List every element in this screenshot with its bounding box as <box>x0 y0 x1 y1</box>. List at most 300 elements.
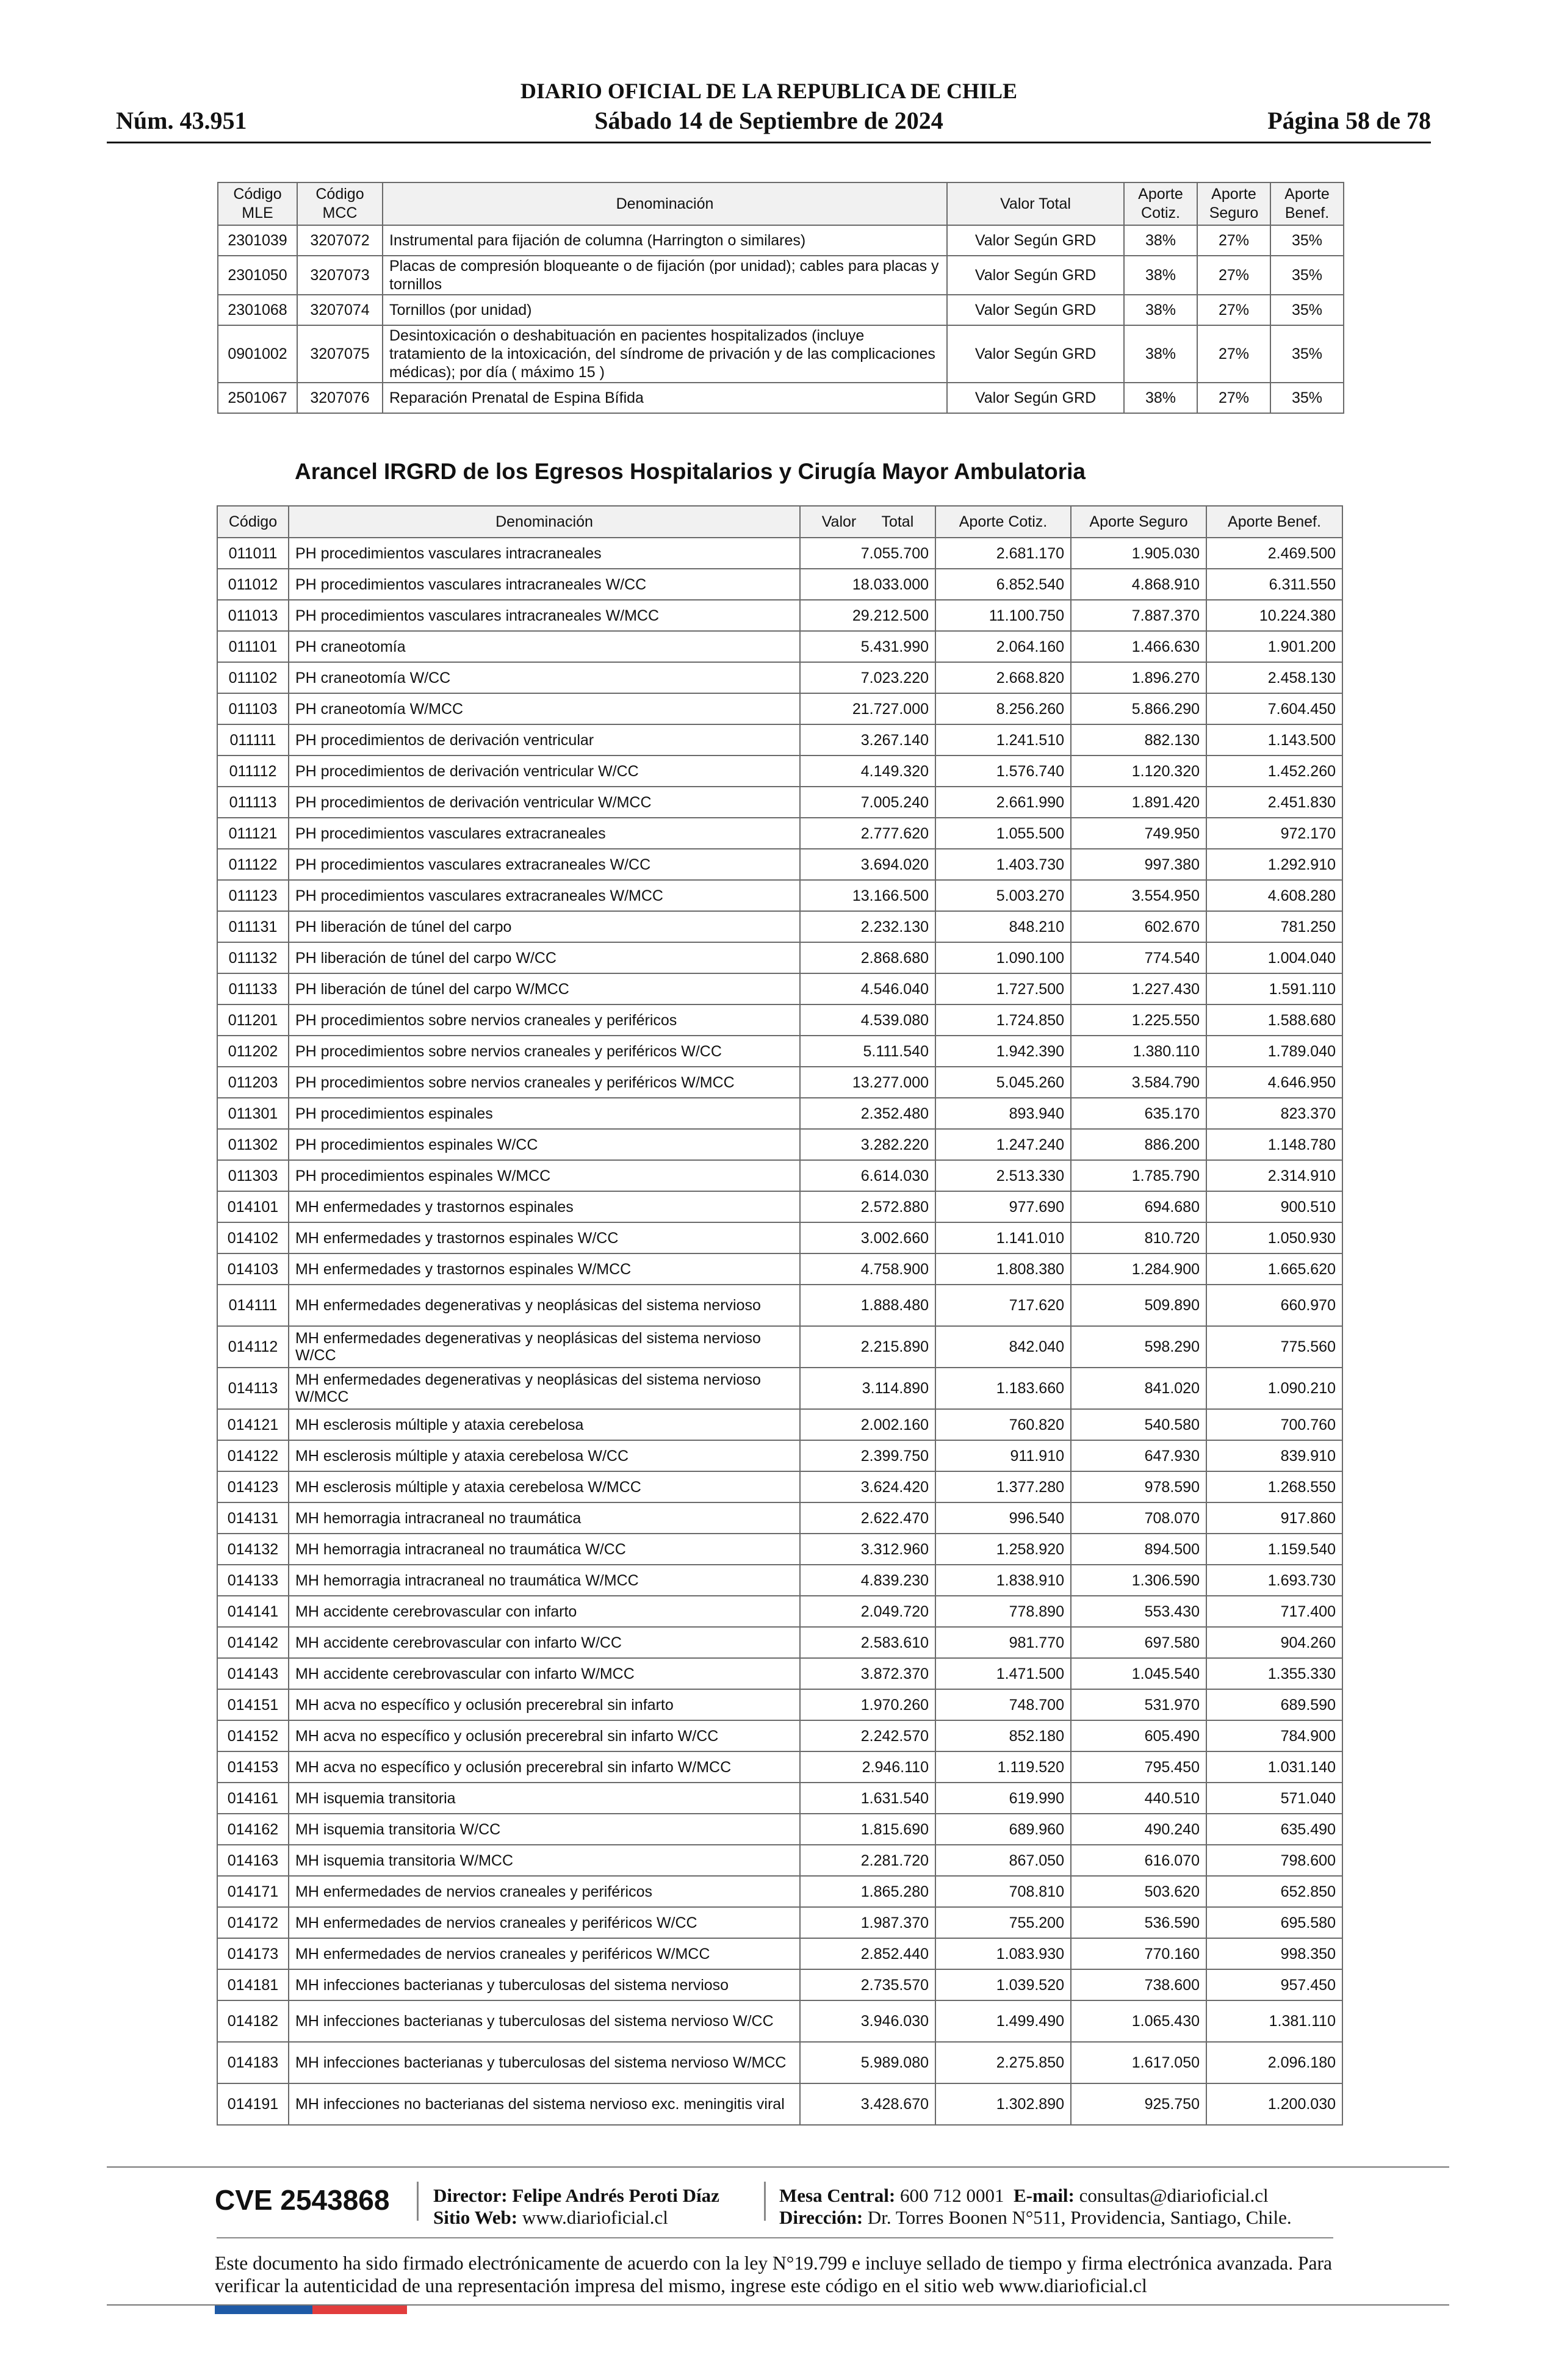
cell-aporte-benef: 35% <box>1270 325 1344 383</box>
cell-aporte-seguro: 1.891.420 <box>1071 787 1206 818</box>
cell-denominacion: Tornillos (por unidad) <box>383 295 947 325</box>
cell-codigo: 014172 <box>217 1907 289 1938</box>
cell-aporte-benef: 798.600 <box>1206 1845 1342 1876</box>
table-row <box>217 1534 1342 1565</box>
table-row <box>218 295 1344 325</box>
table-row <box>217 1938 1342 1969</box>
cell-aporte-cotiz: 1.119.520 <box>935 1751 1071 1783</box>
cell-aporte-seguro: 1.896.270 <box>1071 662 1206 693</box>
cell-denominacion: MH isquemia transitoria W/CC <box>289 1814 800 1845</box>
cell-aporte-cotiz: 1.403.730 <box>935 849 1071 880</box>
email-link[interactable]: consultas@diarioficial.cl <box>1079 2185 1269 2206</box>
cell-aporte-cotiz: 1.055.500 <box>935 818 1071 849</box>
cell-codigo: 011012 <box>217 569 289 600</box>
cell-codigo: 014111 <box>217 1285 289 1326</box>
cell-codigo: 014173 <box>217 1938 289 1969</box>
cell-denominacion: MH enfermedades degenerativas y neoplásicas del sistema nervioso <box>289 1285 800 1326</box>
cell-aporte-benef: 35% <box>1270 383 1344 413</box>
cell-aporte-benef: 1.200.030 <box>1206 2083 1342 2125</box>
cell-aporte-seguro: 531.970 <box>1071 1689 1206 1720</box>
cell-aporte-benef: 1.004.040 <box>1206 942 1342 973</box>
cell-codigo: 011302 <box>217 1129 289 1160</box>
cell-aporte-benef: 1.665.620 <box>1206 1253 1342 1285</box>
cell-aporte-benef: 2.096.180 <box>1206 2042 1342 2083</box>
cell-codigo: 014132 <box>217 1534 289 1565</box>
table-row <box>217 973 1342 1004</box>
cell-codigo: 011113 <box>217 787 289 818</box>
newspaper-title: DIARIO OFICIAL DE LA REPUBLICA DE CHILE <box>520 79 1018 103</box>
footer-separator <box>764 2182 766 2221</box>
cell-valor-total: 1.970.260 <box>800 1689 935 1720</box>
cell-codigo: 011013 <box>217 600 289 631</box>
table-row <box>218 225 1344 256</box>
cell-aporte-cotiz: 5.003.270 <box>935 880 1071 911</box>
cell-aporte-seguro: 27% <box>1197 295 1270 325</box>
cell-aporte-seguro: 774.540 <box>1071 942 1206 973</box>
cell-aporte-benef: 839.910 <box>1206 1440 1342 1471</box>
cell-denominacion: MH isquemia transitoria <box>289 1783 800 1814</box>
table-row <box>217 1596 1342 1627</box>
cell-aporte-cotiz: 852.180 <box>935 1720 1071 1751</box>
col-header-denominacion: Denominación <box>289 506 800 538</box>
table-row <box>217 1751 1342 1783</box>
cell-valor-total: 2.868.680 <box>800 942 935 973</box>
cell-aporte-seguro: 978.590 <box>1071 1471 1206 1502</box>
cell-aporte-cotiz: 1.241.510 <box>935 724 1071 755</box>
table-row <box>217 1565 1342 1596</box>
cell-aporte-cotiz: 1.724.850 <box>935 1004 1071 1036</box>
footer-separator <box>417 2182 419 2221</box>
director-label: Director: <box>433 2185 508 2206</box>
cell-valor-total: 4.758.900 <box>800 1253 935 1285</box>
cell-aporte-cotiz: 8.256.260 <box>935 693 1071 724</box>
header-divider <box>107 142 1431 143</box>
cell-codigo-mle: 2301039 <box>218 225 297 256</box>
cve-code: CVE 2543868 <box>215 2184 390 2216</box>
cell-valor-total: 2.572.880 <box>800 1191 935 1222</box>
cell-codigo-mcc: 3207074 <box>297 295 383 325</box>
cell-denominacion: PH procedimientos vasculares intracraneales <box>289 538 800 569</box>
cell-aporte-cotiz: 748.700 <box>935 1689 1071 1720</box>
cell-denominacion: MH hemorragia intracraneal no traumática <box>289 1502 800 1534</box>
cell-aporte-benef: 4.608.280 <box>1206 880 1342 911</box>
cell-aporte-seguro: 5.866.290 <box>1071 693 1206 724</box>
cell-codigo: 014131 <box>217 1502 289 1534</box>
cell-aporte-seguro: 536.590 <box>1071 1907 1206 1938</box>
cell-valor-total: Valor Según GRD <box>947 225 1124 256</box>
issue-number: Núm. 43.951 <box>116 107 247 134</box>
cell-aporte-seguro: 1.785.790 <box>1071 1160 1206 1191</box>
table-row <box>217 1129 1342 1160</box>
cell-aporte-seguro: 635.170 <box>1071 1098 1206 1129</box>
cell-aporte-cotiz: 38% <box>1124 295 1197 325</box>
cell-denominacion: MH hemorragia intracraneal no traumática W/CC <box>289 1534 800 1565</box>
cell-aporte-seguro: 27% <box>1197 325 1270 383</box>
cell-aporte-benef: 717.400 <box>1206 1596 1342 1627</box>
table-header-row <box>217 506 1342 538</box>
cell-aporte-seguro: 749.950 <box>1071 818 1206 849</box>
cell-aporte-cotiz: 1.302.890 <box>935 2083 1071 2125</box>
cell-aporte-cotiz: 848.210 <box>935 911 1071 942</box>
cell-aporte-seguro: 1.617.050 <box>1071 2042 1206 2083</box>
cell-denominacion: PH procedimientos espinales W/MCC <box>289 1160 800 1191</box>
flag-bar-red <box>312 2306 407 2314</box>
table-row <box>217 1098 1342 1129</box>
cell-aporte-benef: 7.604.450 <box>1206 693 1342 724</box>
cell-aporte-benef: 1.090.210 <box>1206 1368 1342 1409</box>
cell-aporte-benef: 1.693.730 <box>1206 1565 1342 1596</box>
cell-denominacion: MH acva no específico y oclusión precerebral sin infarto W/MCC <box>289 1751 800 1783</box>
col-header-aporte-benef: Aporte Benef. <box>1206 506 1342 538</box>
cell-valor-total: 3.428.670 <box>800 2083 935 2125</box>
cell-denominacion: PH procedimientos espinales <box>289 1098 800 1129</box>
cell-aporte-benef: 1.292.910 <box>1206 849 1342 880</box>
cell-aporte-cotiz: 2.064.160 <box>935 631 1071 662</box>
cell-valor-total: 2.215.890 <box>800 1326 935 1368</box>
cell-aporte-cotiz: 38% <box>1124 225 1197 256</box>
cell-aporte-benef: 1.591.110 <box>1206 973 1342 1004</box>
col-header-aporte-cotiz: Aporte Cotiz. <box>1124 182 1197 225</box>
procedures-table <box>217 182 1344 414</box>
cell-valor-total: 1.888.480 <box>800 1285 935 1326</box>
cell-aporte-benef: 784.900 <box>1206 1720 1342 1751</box>
cell-denominacion: PH craneotomía W/MCC <box>289 693 800 724</box>
cell-aporte-seguro: 3.554.950 <box>1071 880 1206 911</box>
cell-denominacion: PH craneotomía <box>289 631 800 662</box>
table-row <box>217 1876 1342 1907</box>
cell-aporte-cotiz: 1.499.490 <box>935 2000 1071 2042</box>
cell-valor-total: 5.989.080 <box>800 2042 935 2083</box>
cell-aporte-benef: 10.224.380 <box>1206 600 1342 631</box>
cell-aporte-cotiz: 977.690 <box>935 1191 1071 1222</box>
cell-denominacion: PH craneotomía W/CC <box>289 662 800 693</box>
cell-valor-total: 2.049.720 <box>800 1596 935 1627</box>
cell-aporte-benef: 2.458.130 <box>1206 662 1342 693</box>
table-row <box>217 1326 1342 1368</box>
cell-aporte-benef: 2.314.910 <box>1206 1160 1342 1191</box>
cell-aporte-seguro: 694.680 <box>1071 1191 1206 1222</box>
col-header-aporte-seguro: Aporte Seguro <box>1197 182 1270 225</box>
email-label: E-mail: <box>1014 2185 1075 2206</box>
cell-codigo: 011303 <box>217 1160 289 1191</box>
cell-aporte-benef: 1.452.260 <box>1206 755 1342 787</box>
cell-denominacion: PH procedimientos espinales W/CC <box>289 1129 800 1160</box>
cell-aporte-seguro: 509.890 <box>1071 1285 1206 1326</box>
cell-valor-total: 2.281.720 <box>800 1845 935 1876</box>
cell-aporte-cotiz: 1.377.280 <box>935 1471 1071 1502</box>
cell-aporte-seguro: 738.600 <box>1071 1969 1206 2000</box>
cell-aporte-benef: 35% <box>1270 225 1344 256</box>
cell-aporte-benef: 900.510 <box>1206 1191 1342 1222</box>
cell-codigo-mle: 2301050 <box>218 256 297 295</box>
cell-valor-total: 2.946.110 <box>800 1751 935 1783</box>
cell-codigo: 014143 <box>217 1658 289 1689</box>
cell-denominacion: MH enfermedades de nervios craneales y periféricos <box>289 1876 800 1907</box>
table-row <box>217 569 1342 600</box>
table-row <box>217 911 1342 942</box>
cell-denominacion: PH procedimientos sobre nervios craneales y periféricos W/MCC <box>289 1067 800 1098</box>
cell-aporte-seguro: 1.045.540 <box>1071 1658 1206 1689</box>
table-row <box>217 1160 1342 1191</box>
cell-aporte-benef: 4.646.950 <box>1206 1067 1342 1098</box>
cell-codigo: 011121 <box>217 818 289 849</box>
cell-aporte-cotiz: 842.040 <box>935 1326 1071 1368</box>
cell-denominacion: MH acva no específico y oclusión precerebral sin infarto W/CC <box>289 1720 800 1751</box>
flag-bar-blue <box>215 2306 312 2314</box>
cell-denominacion: MH enfermedades y trastornos espinales W/MCC <box>289 1253 800 1285</box>
cell-aporte-seguro: 598.290 <box>1071 1326 1206 1368</box>
cell-aporte-benef: 35% <box>1270 256 1344 295</box>
cell-denominacion: PH procedimientos vasculares intracraneales W/MCC <box>289 600 800 631</box>
table-row <box>217 1222 1342 1253</box>
cell-aporte-cotiz: 38% <box>1124 256 1197 295</box>
cell-aporte-seguro: 1.284.900 <box>1071 1253 1206 1285</box>
col-header-valor-total: Valor Total <box>947 182 1124 225</box>
cell-valor-total: Valor Según GRD <box>947 295 1124 325</box>
cell-aporte-seguro: 647.930 <box>1071 1440 1206 1471</box>
cell-codigo: 011112 <box>217 755 289 787</box>
cell-aporte-benef: 775.560 <box>1206 1326 1342 1368</box>
cell-codigo: 011301 <box>217 1098 289 1129</box>
cell-aporte-benef: 2.469.500 <box>1206 538 1342 569</box>
cell-aporte-benef: 904.260 <box>1206 1627 1342 1658</box>
cell-aporte-benef: 917.860 <box>1206 1502 1342 1534</box>
cell-denominacion: Placas de compresión bloqueante o de fijación (por unidad); cables para placas y tornillos <box>383 256 947 295</box>
cell-aporte-seguro: 616.070 <box>1071 1845 1206 1876</box>
table-row <box>217 787 1342 818</box>
table-row <box>217 1969 1342 2000</box>
tariff-table-body <box>217 538 1342 2125</box>
cell-codigo: 014182 <box>217 2000 289 2042</box>
cell-codigo-mcc: 3207073 <box>297 256 383 295</box>
cell-denominacion: PH procedimientos sobre nervios craneales y periféricos <box>289 1004 800 1036</box>
table-row <box>217 818 1342 849</box>
cell-aporte-benef: 1.143.500 <box>1206 724 1342 755</box>
table-row <box>217 849 1342 880</box>
cell-aporte-benef: 1.050.930 <box>1206 1222 1342 1253</box>
col-header-aporte-seguro: Aporte Seguro <box>1071 506 1206 538</box>
tariff-table <box>217 505 1343 2126</box>
table-row <box>217 755 1342 787</box>
footer-divider <box>107 2166 1449 2168</box>
cell-denominacion: Instrumental para fijación de columna (Harrington o similares) <box>383 225 947 256</box>
web-label: Sitio Web: <box>433 2207 518 2228</box>
cell-aporte-cotiz: 1.727.500 <box>935 973 1071 1004</box>
cell-aporte-seguro: 3.584.790 <box>1071 1067 1206 1098</box>
cell-valor-total: 7.005.240 <box>800 787 935 818</box>
cell-valor-total: 2.583.610 <box>800 1627 935 1658</box>
cell-aporte-seguro: 1.227.430 <box>1071 973 1206 1004</box>
cell-valor-total: 21.727.000 <box>800 693 935 724</box>
section-title: Arancel IRGRD de los Egresos Hospitalarios y Cirugía Mayor Ambulatoria <box>295 459 1086 484</box>
cell-denominacion: MH esclerosis múltiple y ataxia cerebelosa W/CC <box>289 1440 800 1471</box>
table-row <box>217 880 1342 911</box>
cell-aporte-cotiz: 619.990 <box>935 1783 1071 1814</box>
cell-valor-total: 2.622.470 <box>800 1502 935 1534</box>
contact-block <box>779 2185 1292 2229</box>
table-row <box>217 538 1342 569</box>
cell-aporte-benef: 1.268.550 <box>1206 1471 1342 1502</box>
cell-valor-total: 7.023.220 <box>800 662 935 693</box>
cell-aporte-benef: 689.590 <box>1206 1689 1342 1720</box>
cell-codigo: 014133 <box>217 1565 289 1596</box>
cell-valor-total: 2.352.480 <box>800 1098 935 1129</box>
table-row <box>217 1036 1342 1067</box>
cell-valor-total: 7.055.700 <box>800 538 935 569</box>
table-row <box>217 600 1342 631</box>
cell-aporte-seguro: 1.120.320 <box>1071 755 1206 787</box>
cell-aporte-seguro: 1.065.430 <box>1071 2000 1206 2042</box>
table-row <box>217 1440 1342 1471</box>
cell-valor-total: 13.277.000 <box>800 1067 935 1098</box>
cell-aporte-cotiz: 893.940 <box>935 1098 1071 1129</box>
table-row <box>217 1368 1342 1409</box>
cell-codigo: 014142 <box>217 1627 289 1658</box>
cell-valor-total: 3.694.020 <box>800 849 935 880</box>
cell-aporte-cotiz: 1.183.660 <box>935 1368 1071 1409</box>
cell-aporte-cotiz: 867.050 <box>935 1845 1071 1876</box>
cell-aporte-cotiz: 6.852.540 <box>935 569 1071 600</box>
table-row <box>217 693 1342 724</box>
table-row <box>218 325 1344 383</box>
cell-denominacion: PH liberación de túnel del carpo W/MCC <box>289 973 800 1004</box>
cell-aporte-cotiz: 1.471.500 <box>935 1658 1071 1689</box>
cell-denominacion: PH liberación de túnel del carpo <box>289 911 800 942</box>
cell-aporte-seguro: 997.380 <box>1071 849 1206 880</box>
cell-codigo: 011103 <box>217 693 289 724</box>
cell-aporte-benef: 571.040 <box>1206 1783 1342 1814</box>
cell-codigo: 014163 <box>217 1845 289 1876</box>
cell-aporte-seguro: 1.905.030 <box>1071 538 1206 569</box>
cell-denominacion: MH acva no específico y oclusión precerebral sin infarto <box>289 1689 800 1720</box>
cell-aporte-benef: 6.311.550 <box>1206 569 1342 600</box>
cell-codigo: 014141 <box>217 1596 289 1627</box>
col-header-valor-total: Valor Total <box>800 506 935 538</box>
web-link[interactable]: www.diarioficial.cl <box>522 2207 668 2228</box>
cell-valor-total: 4.539.080 <box>800 1004 935 1036</box>
table-row <box>218 383 1344 413</box>
cell-aporte-cotiz: 38% <box>1124 325 1197 383</box>
cell-denominacion: PH procedimientos vasculares extracraneales W/CC <box>289 849 800 880</box>
cell-valor-total: 18.033.000 <box>800 569 935 600</box>
cell-valor-total: 3.872.370 <box>800 1658 935 1689</box>
cell-codigo: 011132 <box>217 942 289 973</box>
cell-aporte-cotiz: 2.681.170 <box>935 538 1071 569</box>
cell-aporte-cotiz: 689.960 <box>935 1814 1071 1845</box>
col-header-codigo-mle: Código MLE <box>218 182 297 225</box>
cell-aporte-benef: 652.850 <box>1206 1876 1342 1907</box>
cell-valor-total: 4.149.320 <box>800 755 935 787</box>
cell-codigo: 014162 <box>217 1814 289 1845</box>
cell-codigo: 014151 <box>217 1689 289 1720</box>
cell-aporte-seguro: 4.868.910 <box>1071 569 1206 600</box>
cell-valor-total: 4.839.230 <box>800 1565 935 1596</box>
address-label: Dirección: <box>779 2207 863 2228</box>
cell-valor-total: 3.946.030 <box>800 2000 935 2042</box>
cell-codigo: 014183 <box>217 2042 289 2083</box>
cell-codigo: 014181 <box>217 1969 289 2000</box>
footer-divider <box>217 2237 1333 2238</box>
issue-date: Sábado 14 de Septiembre de 2024 <box>594 107 943 134</box>
cell-aporte-cotiz: 755.200 <box>935 1907 1071 1938</box>
cell-aporte-benef: 1.148.780 <box>1206 1129 1342 1160</box>
cell-valor-total: 5.431.990 <box>800 631 935 662</box>
table-row <box>217 1658 1342 1689</box>
cell-aporte-benef: 2.451.830 <box>1206 787 1342 818</box>
cell-aporte-cotiz: 778.890 <box>935 1596 1071 1627</box>
table-row <box>217 1689 1342 1720</box>
cell-aporte-seguro: 708.070 <box>1071 1502 1206 1534</box>
cell-aporte-seguro: 841.020 <box>1071 1368 1206 1409</box>
cell-aporte-benef: 700.760 <box>1206 1409 1342 1440</box>
address-value: Dr. Torres Boonen N°511, Providencia, Santiago, Chile. <box>867 2207 1292 2228</box>
cell-denominacion: PH procedimientos de derivación ventricular W/CC <box>289 755 800 787</box>
cell-aporte-cotiz: 11.100.750 <box>935 600 1071 631</box>
table-row <box>217 1253 1342 1285</box>
cell-codigo: 014121 <box>217 1409 289 1440</box>
page-number: Página 58 de 78 <box>1267 107 1431 134</box>
director-block <box>433 2185 719 2229</box>
cell-codigo: 011203 <box>217 1067 289 1098</box>
director-name: Felipe Andrés Peroti Díaz <box>512 2185 719 2206</box>
cell-aporte-seguro: 770.160 <box>1071 1938 1206 1969</box>
cell-valor-total: 2.002.160 <box>800 1409 935 1440</box>
page-header <box>107 78 1431 142</box>
table-row <box>217 2083 1342 2125</box>
cell-valor-total: 2.232.130 <box>800 911 935 942</box>
cell-aporte-seguro: 553.430 <box>1071 1596 1206 1627</box>
cell-aporte-seguro: 27% <box>1197 225 1270 256</box>
cell-aporte-seguro: 886.200 <box>1071 1129 1206 1160</box>
cell-valor-total: 5.111.540 <box>800 1036 935 1067</box>
cell-codigo: 014152 <box>217 1720 289 1751</box>
table-row <box>217 631 1342 662</box>
cell-valor-total: 1.631.540 <box>800 1783 935 1814</box>
table-row <box>217 1471 1342 1502</box>
table-row <box>217 1067 1342 1098</box>
cell-denominacion: PH procedimientos de derivación ventricular W/MCC <box>289 787 800 818</box>
table-row <box>217 1783 1342 1814</box>
cell-denominacion: MH accidente cerebrovascular con infarto <box>289 1596 800 1627</box>
cell-denominacion: MH enfermedades y trastornos espinales <box>289 1191 800 1222</box>
cell-aporte-cotiz: 2.513.330 <box>935 1160 1071 1191</box>
cell-aporte-cotiz: 1.258.920 <box>935 1534 1071 1565</box>
cell-aporte-seguro: 795.450 <box>1071 1751 1206 1783</box>
cell-codigo: 014153 <box>217 1751 289 1783</box>
cell-denominacion: PH procedimientos sobre nervios craneales y periféricos W/CC <box>289 1036 800 1067</box>
cell-aporte-seguro: 882.130 <box>1071 724 1206 755</box>
cell-valor-total: 3.267.140 <box>800 724 935 755</box>
cell-aporte-cotiz: 38% <box>1124 383 1197 413</box>
cell-codigo: 011202 <box>217 1036 289 1067</box>
cell-denominacion: MH infecciones bacterianas y tuberculosas del sistema nervioso W/MCC <box>289 2042 800 2083</box>
cell-aporte-benef: 1.159.540 <box>1206 1534 1342 1565</box>
cell-aporte-benef: 1.789.040 <box>1206 1036 1342 1067</box>
table-row <box>217 1409 1342 1440</box>
table-row <box>217 1004 1342 1036</box>
col-header-codigo: Código <box>217 506 289 538</box>
cell-valor-total: Valor Según GRD <box>947 325 1124 383</box>
cell-valor-total: 4.546.040 <box>800 973 935 1004</box>
cell-valor-total: 1.865.280 <box>800 1876 935 1907</box>
cell-denominacion: MH hemorragia intracraneal no traumática W/MCC <box>289 1565 800 1596</box>
table-row <box>217 724 1342 755</box>
table-row <box>217 2000 1342 2042</box>
cell-valor-total: 13.166.500 <box>800 880 935 911</box>
cell-aporte-benef: 1.588.680 <box>1206 1004 1342 1036</box>
cell-aporte-seguro: 540.580 <box>1071 1409 1206 1440</box>
cell-aporte-seguro: 605.490 <box>1071 1720 1206 1751</box>
